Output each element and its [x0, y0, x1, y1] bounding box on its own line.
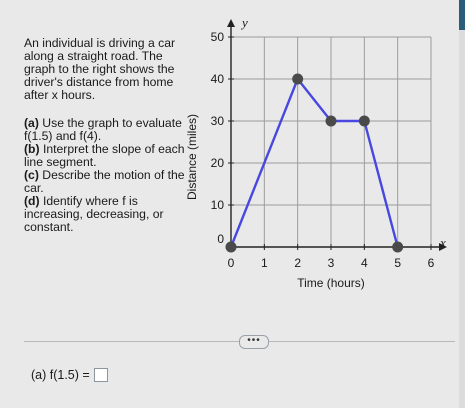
y-tick-label-50: 50	[210, 30, 224, 44]
x-tick-label-2: 2	[294, 256, 302, 270]
y-tick-label-40: 40	[210, 72, 224, 86]
part-a-text: Use the graph to evaluate f(1.5) and f(4).	[24, 116, 182, 143]
problem-statement	[24, 37, 186, 234]
x-tick-label-0: 0	[227, 256, 235, 270]
tick-labels	[211, 30, 435, 270]
x-tick-label-3: 3	[327, 256, 335, 270]
x-axis-title: Time (hours)	[297, 276, 365, 290]
distance-time-graph	[183, 10, 453, 300]
x-tick-label-4: 4	[360, 256, 368, 270]
y-axis-title: Distance (miles)	[185, 113, 199, 201]
part-d	[24, 195, 186, 234]
data-point-4-30	[359, 116, 370, 127]
answer-label: (a) f(1.5) =	[31, 368, 90, 382]
part-a	[24, 117, 186, 143]
expand-more-button[interactable]: •••	[239, 335, 269, 349]
part-b-text: Interpret the slope of each line segment.	[24, 142, 185, 169]
part-d-tag: (d)	[24, 194, 40, 208]
scrollbar-thumb[interactable]	[459, 0, 465, 30]
part-b	[24, 143, 186, 169]
part-a-tag: (a)	[24, 116, 39, 130]
y-tick-label-10: 10	[210, 198, 224, 212]
y-tick-label-30: 30	[210, 114, 224, 128]
part-c-tag: (c)	[24, 168, 39, 182]
data-point-3-30	[326, 116, 337, 127]
x-axis-name: x	[440, 235, 446, 250]
problem-intro: An individual is driving a car along a straight road. The graph to the right shows the driver's distance from home after x hours.	[24, 36, 176, 102]
part-b-tag: (b)	[24, 142, 40, 156]
data-point-2-40	[292, 74, 303, 85]
x-tick-label-5: 5	[394, 256, 402, 270]
part-c-text: Describe the motion of the car.	[24, 168, 185, 195]
y-tick-label-0: 0	[217, 232, 224, 246]
answer-row	[31, 368, 108, 382]
part-d-text: Identify where f is increasing, decreasing, or constant.	[24, 194, 164, 234]
x-tick-label-6: 6	[427, 256, 435, 270]
x-tick-label-1: 1	[260, 256, 268, 270]
y-tick-label-20: 20	[210, 156, 224, 170]
data-point-0-0	[226, 242, 237, 253]
answer-input[interactable]	[94, 368, 108, 382]
scrollbar[interactable]	[459, 0, 465, 408]
y-axis-name: y	[242, 15, 248, 30]
grid	[231, 37, 431, 247]
data-point-5-0	[392, 242, 403, 253]
y-axis-arrow	[227, 19, 235, 27]
axes	[227, 19, 447, 251]
part-c	[24, 169, 186, 195]
